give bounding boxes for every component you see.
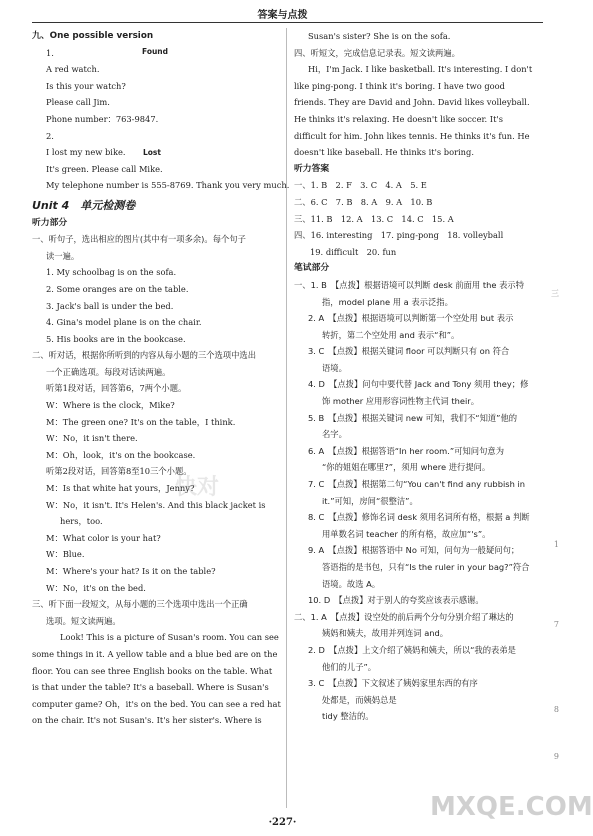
written-item-cont: it.”可知，房间“很整洁”。 (322, 495, 418, 506)
s9-line: My telephone number is 555-8769. Thank you very much. (46, 180, 290, 191)
part2-line: 听第2段对话，回答第8至10三个小题。 (46, 466, 192, 477)
written-item: 2. D 【点拨】上文介绍了姨妈和姨夫，所以“我的表弟是 (308, 644, 516, 655)
written-item-cont: tidy 整洁的。 (322, 711, 374, 722)
part2-line: W：No，it's on the bed. (46, 582, 146, 593)
part1-item: 3. Jack's ball is under the bed. (46, 300, 174, 311)
written-item: 3. C 【点拨】下文叙述了姨妈家里东西的有序 (308, 678, 478, 689)
answer-line: 一、1. B 2. F 3. C 4. A 5. E (294, 180, 427, 191)
part4-instruction: 四、听短文，完成信息记录表。短文读两遍。 (294, 47, 460, 58)
watermark-kuaidui: 快对 (175, 475, 220, 500)
part1-item: 2. Some oranges are on the table. (46, 283, 189, 294)
part3-instruction-cont: 选项。短文读两遍。 (46, 615, 121, 626)
watermark-mxqe: MXQE.COM (430, 792, 593, 822)
part2-instruction-cont: 一个正确选项。每段对话读两遍。 (46, 366, 171, 377)
written-item-cont: 语境。故选 A。 (322, 578, 381, 589)
answer-line: 三、11. B 12. A 13. C 14. C 15. A (294, 213, 454, 224)
written-item: 9. A 【点拨】根据答语中 No 可知，问句为一般疑问句； (308, 545, 520, 556)
unit-title (32, 198, 280, 215)
written-item: 7. C 【点拨】根据第二句“You can't find any rubbish in (308, 479, 526, 490)
written-item-cont: 答语指的是书包，只有“Is the ruler in your bag?”符合 (322, 562, 530, 572)
part2-line: hers，too. (60, 516, 103, 527)
part1-item: 5. His books are in the bookcase. (46, 333, 186, 344)
written-title: 笔试部分 (294, 263, 330, 274)
lost-stamp: Lost (143, 148, 161, 157)
part2-line: 听第1段对话，回答第6，7两个小题。 (46, 383, 187, 394)
right-column (294, 28, 546, 725)
s9-line: A red watch. (46, 64, 100, 75)
written-item-cont: 饰 mother 应用形容词性物主代词 their。 (322, 396, 479, 407)
unit-number: Unit 4 (32, 198, 70, 212)
written-item-cont: 指，model plane 用 a 表示泛指。 (322, 296, 453, 307)
s9-line: 2. (46, 130, 54, 141)
answer-line: 19. difficult 20. fun (310, 246, 397, 257)
written-item-cont: 他们的儿子”。 (322, 661, 377, 672)
part3-instruction: 三、听下面一段短文，从每小题的三个选项中选出一个正确 (32, 599, 248, 610)
answer-line: 二、6. C 7. B 8. A 9. A 10. B (294, 196, 433, 207)
part2-line: W：No，it isn't there. (46, 433, 138, 444)
part2-line: M：Where's your hat? Is it on the table? (46, 566, 216, 576)
written-item-cont: 用单数名词 teacher 的所有格，故应加“'s”。 (322, 528, 491, 539)
part2-line: W：Blue. (46, 549, 85, 560)
listening-answers-title: 听力答案 (294, 163, 330, 174)
margin-mark: 9 (553, 752, 559, 761)
answer-line: 四、16. interesting 17. ping-pong 18. volleyball (294, 230, 504, 241)
s9-line: Is this your watch? (46, 80, 126, 91)
part3-line-cont: Susan's sister? She is on the sofa. (308, 31, 451, 41)
part1-item: 1. My schoolbag is on the sofa. (46, 267, 177, 278)
part4-line: He thinks it's relaxing. He doesn't like soccer. It's (294, 113, 503, 124)
written-item-cont: 名字。 (322, 429, 347, 440)
part2-line: M：Is that white hat yours，Jenny? (46, 483, 195, 494)
written-item: 3. C 【点拨】根据关键词 floor 可以判断只有 on 符合 (308, 346, 510, 357)
part1-item: 4. Gina's model plane is on the chair. (46, 317, 202, 328)
part2-line: W：Where is the clock，Mike? (46, 400, 175, 411)
part3-line: floor. You can see three English books on the table. What (32, 665, 273, 676)
written-item: 5. B 【点拨】根据关键词 new 可知，我们不“知道”他的 (308, 412, 518, 423)
part3-line: on the chair. It's not Susan's. It's her sister's. Where is (32, 715, 262, 726)
written-item: 4. D 【点拨】问句中要代替 Jack and Tony 须用 they；修 (308, 379, 529, 390)
part4-line: difficult for him. John likes tennis. He thinks it's fun. He (294, 130, 530, 141)
part2-line: W：No，it isn't. It's Helen's. And this black jacket is (46, 499, 266, 510)
written-item-cont: “你的姐姐在哪里?”，须用 where 进行提问。 (322, 462, 491, 473)
header-rule (32, 22, 543, 23)
left-column (32, 28, 290, 729)
s9-line: It's green. Please call Mike. (46, 163, 163, 174)
part1-instruction: 一、听句子，选出相应的图片(其中有一项多余)。每个句子 (32, 234, 246, 245)
s9-line: Phone number：763-9847. (46, 113, 159, 124)
part3-line: computer game? Oh，it's on the bed. You can see a red hat (32, 698, 281, 709)
margin-mark: 1 (553, 540, 559, 549)
listening-title: 听力部分 (32, 217, 68, 228)
margin-mark: 7 (553, 620, 559, 629)
s9-line: Please call Jim. (46, 97, 110, 108)
written-item: 10. D 【点拨】对于别人的夸奖应该表示感谢。 (308, 595, 484, 606)
written-item: 一、1. B 【点拨】根据语境可以判断 desk 前面用 the 表示特 (294, 279, 524, 290)
found-stamp: Found (142, 47, 169, 56)
column-divider (286, 28, 287, 808)
written-item-cont: 处都是，而姨妈总是 (322, 694, 397, 705)
section-9-title: 九、One possible version (32, 31, 154, 41)
part4-line: like ping-pong. I think it's boring. I have two good (294, 80, 505, 91)
part4-line: Hi，I'm Jack. I like basketball. It's interesting. I don't (308, 64, 533, 75)
part3-line: Look! This is a picture of Susan's room. You can see (60, 632, 279, 643)
page-header: 答案与点拨 (257, 10, 308, 21)
written-item-cont: 语境。 (322, 362, 347, 373)
part2-line: M：What color is your hat? (46, 532, 161, 543)
written-item: 二、1. A 【点拨】设空处的前后两个分句分别介绍了琳达的 (294, 611, 514, 622)
unit-subtitle: 单元检测卷 (80, 198, 136, 212)
written-item: 2. A 【点拨】根据语境可以判断第一个空处用 but 表示 (308, 313, 514, 324)
written-item-cont: 转折，第二个空处用 and 表示“和”。 (322, 329, 460, 340)
part4-line: friends. They are David and John. David likes volleyball. (294, 97, 530, 108)
written-item-cont: 姨妈和姨夫，故用并列连词 and。 (322, 628, 449, 639)
part3-line: some things in it. A yellow table and a blue bed are on the (32, 648, 278, 659)
part3-line: is that under the table? It's a baseball. Where is Susan's (32, 682, 269, 693)
written-item: 6. A 【点拨】根据答语“In her room.”可知问句意为 (308, 445, 504, 456)
part4-line: doesn't like baseball. He thinks it's boring. (294, 147, 474, 158)
part1-instruction-cont: 读一遍。 (46, 250, 80, 261)
written-item: 8. C 【点拨】修饰名词 desk 须用名词所有格，根据 a 判断 (308, 512, 530, 523)
margin-mark: 三 (551, 289, 559, 298)
part2-line: M：Oh，look，it's on the bookcase. (46, 449, 196, 460)
part2-line: M：The green one? It's on the table，I think. (46, 416, 236, 427)
page-number: ·227· (268, 817, 297, 828)
part2-instruction: 二、听对话，根据你所听到的内容从每小题的三个选项中选出 (32, 350, 257, 361)
margin-mark: 8 (553, 705, 559, 714)
s9-line: 1. (46, 47, 54, 58)
s9-line: I lost my new bike. (46, 147, 126, 158)
